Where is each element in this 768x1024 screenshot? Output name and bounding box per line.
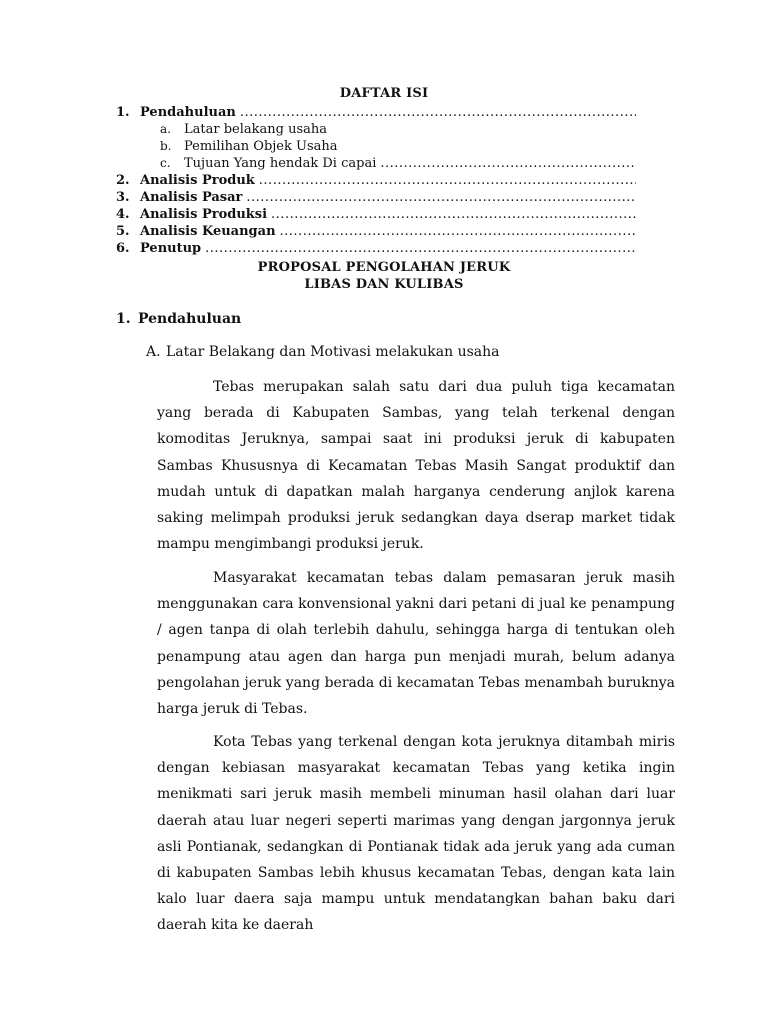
proposal-title-line2: LIBAS DAN KULIBAS: [304, 277, 464, 292]
toc-item-number: 3.: [116, 190, 130, 205]
subsection-letter: A.: [146, 344, 161, 360]
toc-leader-dots: [280, 224, 636, 239]
toc-subitem-letter: a.: [160, 122, 171, 136]
toc-subitem-letter: b.: [160, 139, 172, 153]
body-paragraph-2: Masyarakat kecamatan tebas dalam pemasaran jeruk masih menggunakan cara konvensional yakni dari petani di jual ke penampung / agen tanpa di olah terlebih dahulu, sehingga harga di tentukan oleh penampung atau agen dan harga pun menjadi murah, belum adanya pengolahan jeruk yang berada di kecamatan Tebas menambah buruknya harga jeruk di Tebas.: [157, 570, 675, 718]
toc-leader-dots: [246, 190, 636, 205]
toc-item-label: Analisis Keuangan: [140, 224, 276, 239]
toc-subitem-label: Tujuan Yang hendak Di capai: [184, 156, 377, 171]
toc-item-number: 4.: [116, 207, 130, 222]
toc-subitem-tujuan[interactable]: [160, 156, 636, 171]
toc-title: DAFTAR ISI: [339, 86, 429, 101]
toc-subitem-label: Pemilihan Objek Usaha: [184, 139, 338, 154]
subsection-title: Latar Belakang dan Motivasi melakukan usaha: [166, 344, 500, 360]
toc-leader-dots: [259, 173, 636, 188]
toc-leader-dots: [240, 105, 636, 120]
toc-item-analisis-produksi[interactable]: [116, 207, 636, 222]
toc-item-number: 1.: [116, 105, 130, 120]
toc-item-number: 2.: [116, 173, 130, 188]
toc-item-number: 5.: [116, 224, 130, 239]
toc-leader-dots: [205, 241, 636, 256]
section-title: Pendahuluan: [138, 311, 242, 327]
toc-item-label: Penutup: [140, 241, 202, 256]
subsection-heading: [146, 344, 500, 360]
toc-item-label: Pendahuluan: [140, 105, 236, 120]
toc-subitem-letter: c.: [160, 156, 171, 170]
toc-item-label: Analisis Pasar: [140, 190, 243, 205]
proposal-title-line1: PROPOSAL PENGOLAHAN JERUK: [257, 260, 511, 275]
toc-item-label: Analisis Produk: [140, 173, 255, 188]
toc-subitem-label: Latar belakang usaha: [184, 122, 327, 137]
section-heading: [116, 311, 241, 327]
body-paragraph-3: Kota Tebas yang terkenal dengan kota jeruknya ditambah miris dengan kebiasan masyarakat kecamatan Tebas yang ketika ingin menikmati sari jeruk masih membeli minuman hasil olahan dari luar daerah atau luar negeri seperti marimas yang dengan jargonnya jeruk asli Pontianak, sedangkan di Pontianak tidak ada jeruk yang ada cuman di kabupaten Sambas lebih khusus kecamatan Tebas, dengan kata lain kalo luar daera saja mampu untuk mendatangkan bahan baku dari daerah kita ke daerah: [157, 734, 675, 934]
toc-item-analisis-keuangan[interactable]: [116, 224, 636, 239]
toc-item-analisis-produk[interactable]: [116, 173, 636, 188]
toc-leader-dots: [380, 156, 636, 171]
toc-subitem-latar-belakang[interactable]: [160, 122, 360, 137]
toc-subitem-pemilihan-objek[interactable]: [160, 139, 380, 154]
body-paragraph-1: Tebas merupakan salah satu dari dua puluh tiga kecamatan yang berada di Kabupaten Sambas, yang telah terkenal dengan komoditas Jeruknya, sampai saat ini produksi jeruk di kabupaten Sambas Khususnya di Kecamatan Tebas Masih Sangat produktif dan mudah untuk di dapatkan malah harganya cenderung anjlok karena saking melimpah produksi jeruk sedangkan daya dserap market tidak mampu mengimbangi produksi jeruk.: [157, 379, 675, 553]
toc-item-penutup[interactable]: [116, 241, 636, 256]
section-number: 1.: [116, 311, 131, 327]
toc-item-number: 6.: [116, 241, 130, 256]
toc-leader-dots: [271, 207, 636, 222]
toc-item-label: Analisis Produksi: [140, 207, 268, 222]
toc-item-pendahuluan[interactable]: [116, 105, 636, 120]
toc-item-analisis-pasar[interactable]: [116, 190, 636, 205]
